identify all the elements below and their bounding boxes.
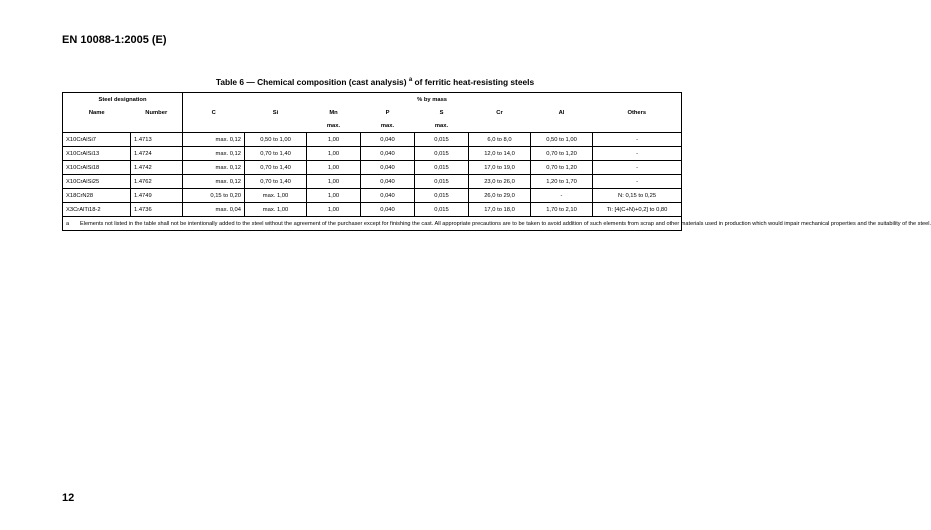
cell-si: 0,70 to 1,40: [245, 161, 307, 175]
cell-mn: 1,00: [307, 175, 361, 189]
table-row: [63, 161, 682, 175]
cell-p: 0,040: [361, 161, 415, 175]
cell-c: 0,15 to 0,20: [183, 189, 245, 203]
cell-al: 1,20 to 1,70: [531, 175, 593, 189]
cell-p: 0,040: [361, 203, 415, 217]
cell-mn: 1,00: [307, 161, 361, 175]
cell-al: 1,70 to 2,10: [531, 203, 593, 217]
header-group-row: [63, 93, 682, 107]
footnote-text: Elements not listed in the table shall not be intentionally added to the steel without the agreement of the purchaser except for finishing the cast. All appropriate precautions are to be taken to avoid addition of such elements from scrap and other materials used in production which would impair mechanical properties and the suitability of the steel.: [80, 220, 931, 227]
cell-cr: 26,0 to 29,0: [469, 189, 531, 203]
col-header-si: Si: [272, 109, 279, 116]
cell-c: max. 0,12: [183, 175, 245, 189]
cell-al: -: [531, 189, 593, 203]
cell-al: 0,70 to 1,20: [531, 161, 593, 175]
cell-cr: 12,0 to 14,0: [469, 147, 531, 161]
cell-others: N: 0,15 to 0,25: [593, 189, 682, 203]
col-header-c: C: [183, 106, 245, 119]
cell-name: X10CrAlSi25: [63, 175, 131, 189]
cell-others: Ti: [4(C+N)+0,2] to 0,80: [593, 203, 682, 217]
column-header-row: [63, 106, 682, 119]
cell-name: X3CrAlTi18-2: [63, 203, 131, 217]
col-header-s: S: [439, 109, 444, 116]
cell-number: 1.4713: [131, 133, 183, 147]
cell-mn: 1,00: [307, 133, 361, 147]
cell-c: max. 0,12: [183, 161, 245, 175]
cell-mn: 1,00: [307, 203, 361, 217]
cell-name: X10CrAlSi18: [63, 161, 131, 175]
cell-p: 0,040: [361, 147, 415, 161]
qualifier-cr: [469, 119, 531, 133]
qualifier-others: [593, 119, 682, 133]
composition-table: [62, 92, 931, 231]
cell-p: 0,040: [361, 133, 415, 147]
cell-name: X18CrN28: [63, 189, 131, 203]
col-header-cr: Cr: [496, 109, 503, 116]
cell-al: 0,50 to 1,00: [531, 133, 593, 147]
cell-si: max. 1,00: [245, 189, 307, 203]
table-title-rest: of ferritic heat-resisting steels: [414, 77, 535, 87]
cell-cr: 17,0 to 18,0: [469, 203, 531, 217]
cell-others: -: [593, 133, 682, 147]
cell-c: max. 0,12: [183, 147, 245, 161]
qualifier-number: [131, 119, 183, 133]
cell-name: X10CrAlSi7: [63, 133, 131, 147]
document-header: EN 10088-1:2005 (E): [62, 34, 167, 46]
cell-cr: 23,0 to 26,0: [469, 175, 531, 189]
table-title-main: Table 6 — Chemical composition (cast analysis): [215, 77, 407, 87]
cell-number: 1.4724: [131, 147, 183, 161]
steel-designation-header: Steel designation: [63, 93, 183, 107]
qualifier-p: max.: [361, 119, 415, 133]
table-row: [63, 203, 682, 217]
footnote-mark: a: [66, 220, 70, 227]
qualifier-al: [531, 119, 593, 133]
cell-others: -: [593, 161, 682, 175]
col-header-number: Number: [131, 106, 183, 119]
cell-s: 0,015: [415, 175, 469, 189]
cell-s: 0,015: [415, 189, 469, 203]
qualifier-c: [183, 119, 245, 133]
cell-number: 1.4762: [131, 175, 183, 189]
cell-si: 0,50 to 1,00: [245, 133, 307, 147]
table-row: [63, 189, 682, 203]
table-title: [0, 77, 750, 87]
col-header-mn: Mn: [329, 109, 338, 116]
footnote-row: [63, 217, 682, 231]
table-row: [63, 147, 682, 161]
cell-c: max. 0,04: [183, 203, 245, 217]
percent-by-mass-header: % by mass: [183, 93, 682, 107]
cell-number: 1.4736: [131, 203, 183, 217]
cell-si: 0,70 to 1,40: [245, 175, 307, 189]
cell-cr: 17,0 to 19,0: [469, 161, 531, 175]
cell-mn: 1,00: [307, 147, 361, 161]
cell-s: 0,015: [415, 147, 469, 161]
cell-s: 0,015: [415, 203, 469, 217]
cell-si: max. 1,00: [245, 203, 307, 217]
cell-al: 0,70 to 1,20: [531, 147, 593, 161]
qualifier-name: [63, 119, 131, 133]
cell-p: 0,040: [361, 175, 415, 189]
cell-number: 1.4742: [131, 161, 183, 175]
cell-s: 0,015: [415, 161, 469, 175]
cell-mn: 1,00: [307, 189, 361, 203]
col-header-p: P: [385, 109, 390, 116]
col-header-name: Name: [63, 106, 131, 119]
cell-si: 0,70 to 1,40: [245, 147, 307, 161]
cell-others: -: [593, 175, 682, 189]
qualifier-s: max.: [415, 119, 469, 133]
cell-p: 0,040: [361, 189, 415, 203]
table-footnote: [63, 217, 931, 231]
qualifier-mn: max.: [307, 119, 361, 133]
qualifier-row: [63, 119, 682, 133]
page-number: 12: [62, 492, 75, 504]
cell-name: X10CrAlSi13: [63, 147, 131, 161]
table-title-footnote-ref: a: [408, 77, 413, 84]
cell-c: max. 0,12: [183, 133, 245, 147]
table-row: [63, 175, 682, 189]
cell-others: -: [593, 147, 682, 161]
cell-number: 1.4749: [131, 189, 183, 203]
qualifier-si: [245, 119, 307, 133]
col-header-others: Others: [593, 106, 682, 119]
cell-cr: 6,0 to 8,0: [469, 133, 531, 147]
table-row: [63, 133, 682, 147]
cell-s: 0,015: [415, 133, 469, 147]
col-header-al: Al: [558, 109, 565, 116]
